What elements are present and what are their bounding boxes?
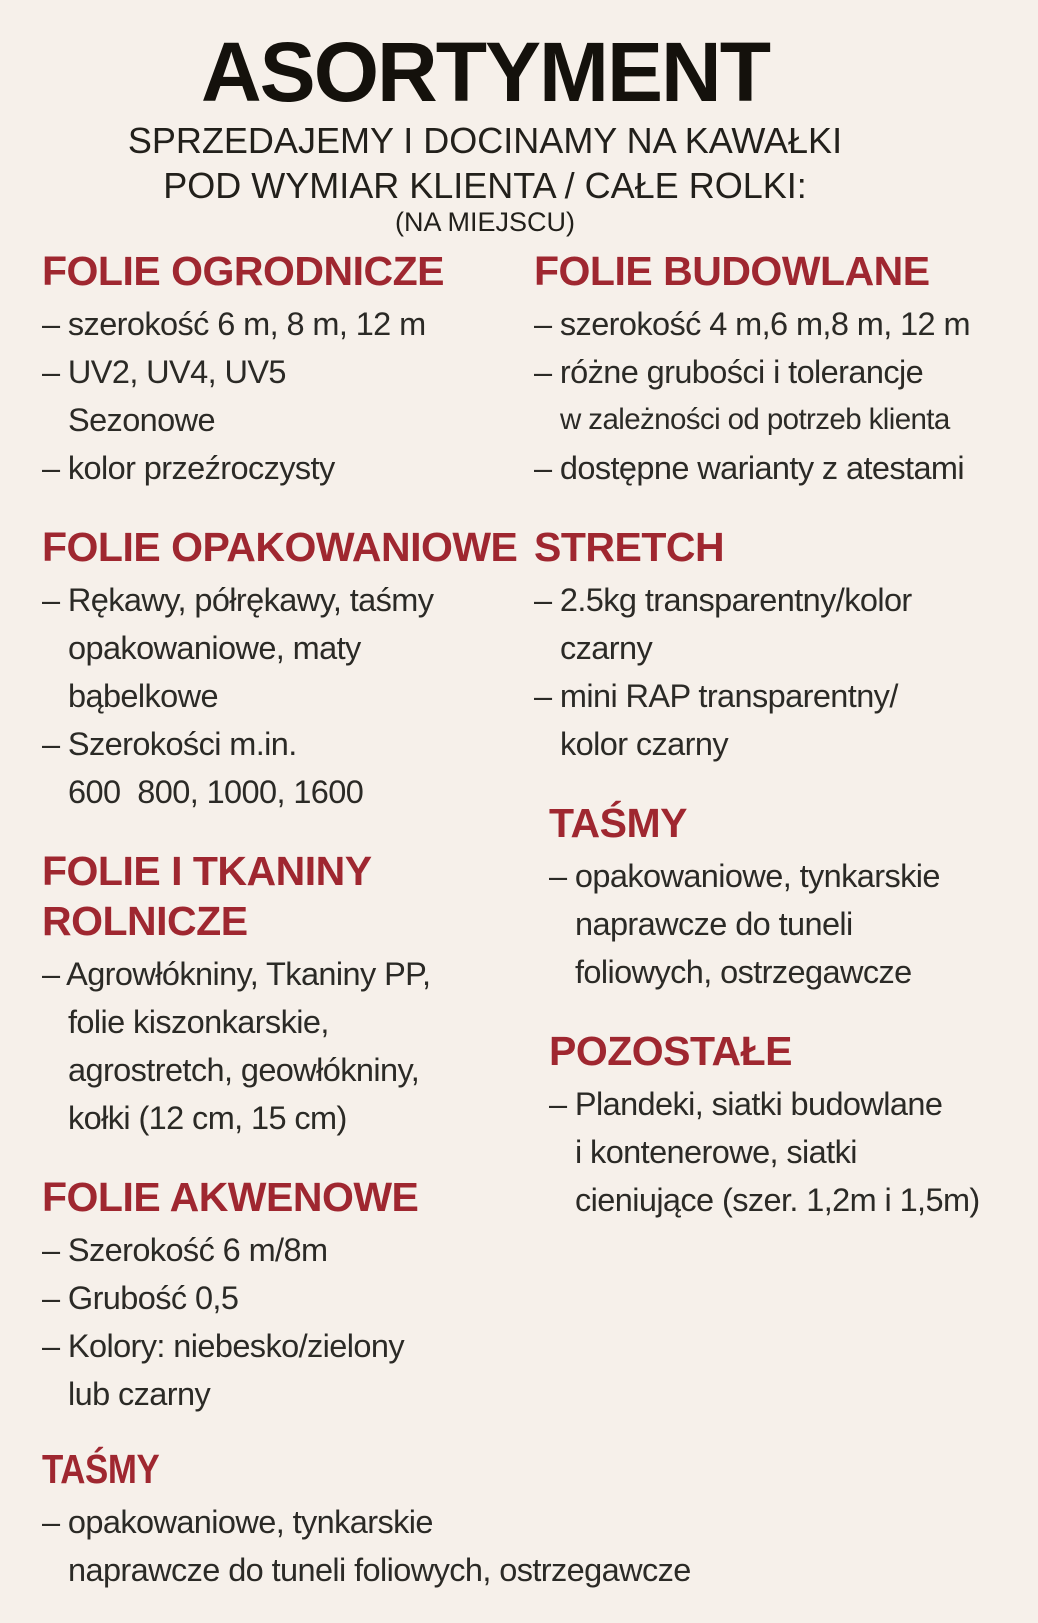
section-heading: STRETCH bbox=[534, 524, 725, 570]
section-heading: FOLIE I TKANINY ROLNICZE bbox=[42, 848, 371, 944]
section-line: folie kiszonkarskie, bbox=[68, 1004, 329, 1040]
section-heading: FOLIE BUDOWLANE bbox=[534, 248, 930, 294]
section-line: kolor czarny bbox=[560, 726, 728, 762]
section-line: – Kolory: niebesko/zielony bbox=[42, 1328, 404, 1364]
section-line: – Grubość 0,5 bbox=[42, 1280, 239, 1316]
section-line: – szerokość 4 m,6 m,8 m, 12 m bbox=[534, 306, 970, 342]
section-line: – dostępne warianty z atestami bbox=[534, 450, 965, 486]
section-line: i kontenerowe, siatki bbox=[575, 1134, 857, 1170]
section-line: – UV2, UV4, UV5 bbox=[42, 354, 286, 390]
section-line: – Szerokości m.in. bbox=[42, 726, 297, 762]
section-line: – szerokość 6 m, 8 m, 12 m bbox=[42, 306, 426, 342]
section-line: agrostretch, geowłókniny, bbox=[68, 1052, 420, 1088]
page-title: ASORTYMENT bbox=[201, 25, 769, 119]
section-line: opakowaniowe, maty bbox=[68, 630, 361, 666]
section-line: czarny bbox=[560, 630, 653, 666]
section-line: – Szerokość 6 m/8m bbox=[42, 1232, 328, 1268]
section-heading: FOLIE OGRODNICZE bbox=[42, 248, 444, 294]
section-line: – Plandeki, siatki budowlane bbox=[549, 1086, 943, 1122]
section-line: kołki (12 cm, 15 cm) bbox=[68, 1100, 347, 1136]
section-folie-budowlane bbox=[534, 246, 1038, 492]
section-line: bąbelkowe bbox=[68, 678, 218, 714]
section-tasmy-right bbox=[534, 798, 1038, 996]
content-columns bbox=[42, 246, 1038, 1448]
subtitle-line-2: POD WYMIAR KLIENTA / CAŁE ROLKI: bbox=[163, 165, 807, 206]
section-heading: FOLIE AKWENOWE bbox=[42, 1174, 419, 1220]
section-line: naprawcze do tuneli bbox=[575, 906, 853, 942]
subtitle bbox=[42, 118, 928, 236]
section-heading: TAŚMY bbox=[549, 800, 687, 846]
section-line: – kolor przeźroczysty bbox=[42, 450, 335, 486]
section-line: – mini RAP transparentny/ bbox=[534, 678, 898, 714]
section-line: – Rękawy, półrękawy, taśmy bbox=[42, 582, 434, 618]
section-line: Sezonowe bbox=[68, 402, 215, 438]
section-heading: POZOSTAŁE bbox=[549, 1028, 793, 1074]
section-folie-akwenowe bbox=[42, 1172, 520, 1418]
right-column bbox=[534, 246, 1038, 1448]
section-line: lub czarny bbox=[68, 1376, 211, 1412]
left-column bbox=[42, 246, 520, 1448]
subtitle-line-1: SPRZEDAJEMY I DOCINAMY NA KAWAŁKI bbox=[127, 120, 843, 161]
section-pozostale bbox=[534, 1026, 1038, 1224]
section-folie-i-tkaniny-rolnicze bbox=[42, 846, 520, 1142]
section-line: – różne grubości i tolerancje bbox=[534, 354, 924, 390]
section-tasmy-bottom bbox=[42, 1444, 1038, 1594]
section-line: – opakowaniowe, tynkarskie bbox=[42, 1504, 433, 1540]
section-heading: TAŚMY bbox=[42, 1446, 160, 1492]
section-line: foliowych, ostrzegawcze bbox=[575, 954, 912, 990]
section-line: w zależności od potrzeb klienta bbox=[560, 403, 950, 436]
section-line: cieniujące (szer. 1,2m i 1,5m) bbox=[575, 1182, 980, 1218]
section-heading: FOLIE OPAKOWANIOWE bbox=[42, 524, 518, 570]
subtitle-note: (NA MIEJSCU) bbox=[394, 207, 575, 237]
section-folie-opakowaniowe bbox=[42, 522, 520, 816]
section-line: naprawcze do tuneli foliowych, ostrzegawcze bbox=[68, 1552, 691, 1588]
section-stretch bbox=[534, 522, 1038, 768]
section-line: – opakowaniowe, tynkarskie bbox=[549, 858, 940, 894]
section-line: – 2.5kg transparentny/kolor bbox=[534, 582, 912, 618]
poster-header bbox=[42, 25, 1038, 237]
section-folie-ogrodnicze bbox=[42, 246, 520, 492]
section-line: – Agrowłókniny, Tkaniny PP, bbox=[42, 956, 431, 992]
section-line: 600 800, 1000, 1600 bbox=[68, 774, 364, 810]
